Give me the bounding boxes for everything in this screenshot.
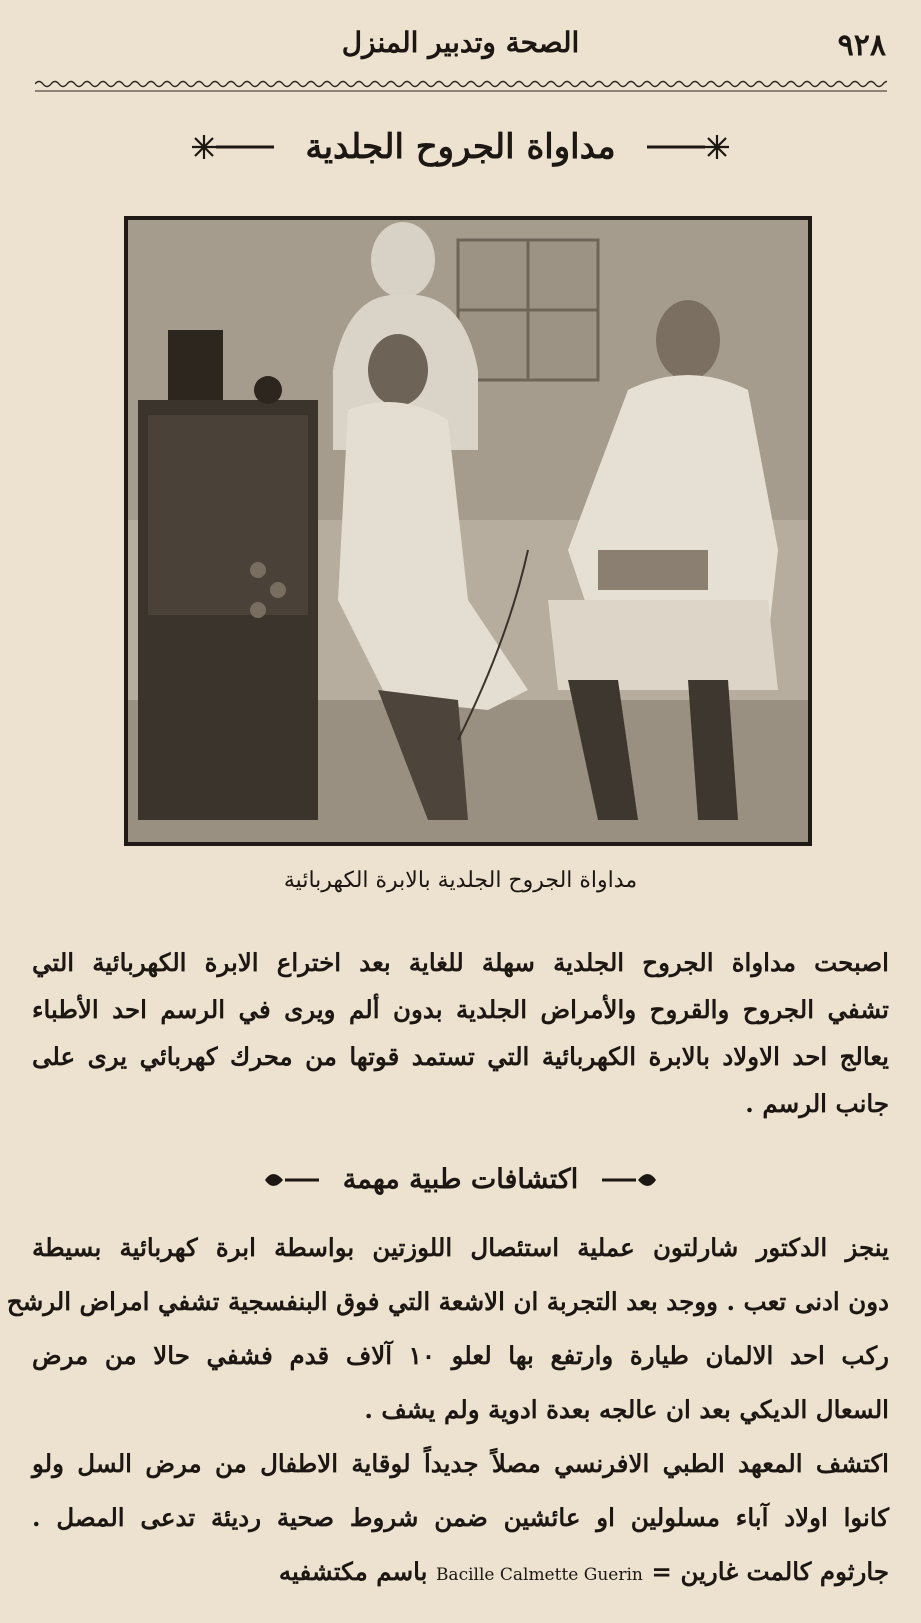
- bcg-latin-name: Bacille Calmette Guerin: [435, 1565, 643, 1585]
- figure-caption: مداواة الجروح الجلدية بالابرة الكهربائية: [283, 868, 638, 893]
- running-title: الصحة وتدبير المنزل: [341, 26, 580, 59]
- heading-ornament-left: [261, 1165, 321, 1195]
- article-paragraph: [32, 948, 889, 1136]
- paragraph-line: جانب الرسم .: [745, 1089, 889, 1118]
- paragraph-line: تشفي الجروح والقروح والأمراض الجلدية بدون ألم ويرى في الرسم احد الأطباء: [32, 995, 889, 1024]
- discoveries-heading: اكتشافات طبية مهمة: [342, 1164, 579, 1195]
- discovery-line: كانوا اولاد آباء مسلولين او عائشين ضمن شروط صحية رديئة تدعى المصل .: [32, 1503, 889, 1532]
- paragraph-line: اصبحت مداواة الجروح الجلدية سهلة للغاية بعد اختراع الابرة الكهربائية التي: [32, 948, 889, 977]
- article-title-row: [0, 125, 921, 185]
- discovery-line: دون ادنى تعب . ووجد بعد التجربة ان الاشعة التي فوق البنفسجية تشفي امراض الرشح: [6, 1287, 889, 1316]
- discoveries-heading-row: [0, 1163, 921, 1195]
- article-title: مداواة الجروح الجلدية: [305, 127, 616, 167]
- discovery-last-line: [32, 1557, 889, 1611]
- heading-ornament-right: [600, 1165, 660, 1195]
- discoveries-body: [6, 1233, 889, 1611]
- title-ornament-right: [645, 127, 735, 167]
- halftone-photo: [124, 216, 812, 846]
- title-ornament-left: [186, 127, 276, 167]
- discovery-line: ينجز الدكتور شارلتون عملية استئصال اللوزتين بواسطة ابرة كهربائية بسيطة: [32, 1233, 889, 1262]
- page-number: ٩٢٨: [837, 28, 886, 63]
- electrical-cabinet: [138, 330, 318, 820]
- bcg-prefix: جارثوم كالمت غارين =: [651, 1557, 889, 1586]
- wavy-rule: [35, 78, 887, 94]
- discovery-line: اكتشف المعهد الطبي الافرنسي مصلاً جديداً لوقاية الاطفال من مرض السل ولو: [32, 1449, 889, 1478]
- discovery-line: السعال الديكي بعد ان عالجه بعدة ادوية ولم يشف .: [364, 1395, 889, 1424]
- bcg-suffix: باسم مكتشفيه: [278, 1557, 428, 1586]
- page-header: [35, 22, 886, 62]
- discovery-line: ركب احد الالمان طيارة وارتفع بها لعلو ١٠ آلاف قدم فشفي حالا من مرض: [32, 1341, 889, 1370]
- paragraph-line: يعالج احد الاولاد بالابرة الكهربائية التي تستمد قوتها من محرك كهربائي يرى على: [32, 1042, 889, 1071]
